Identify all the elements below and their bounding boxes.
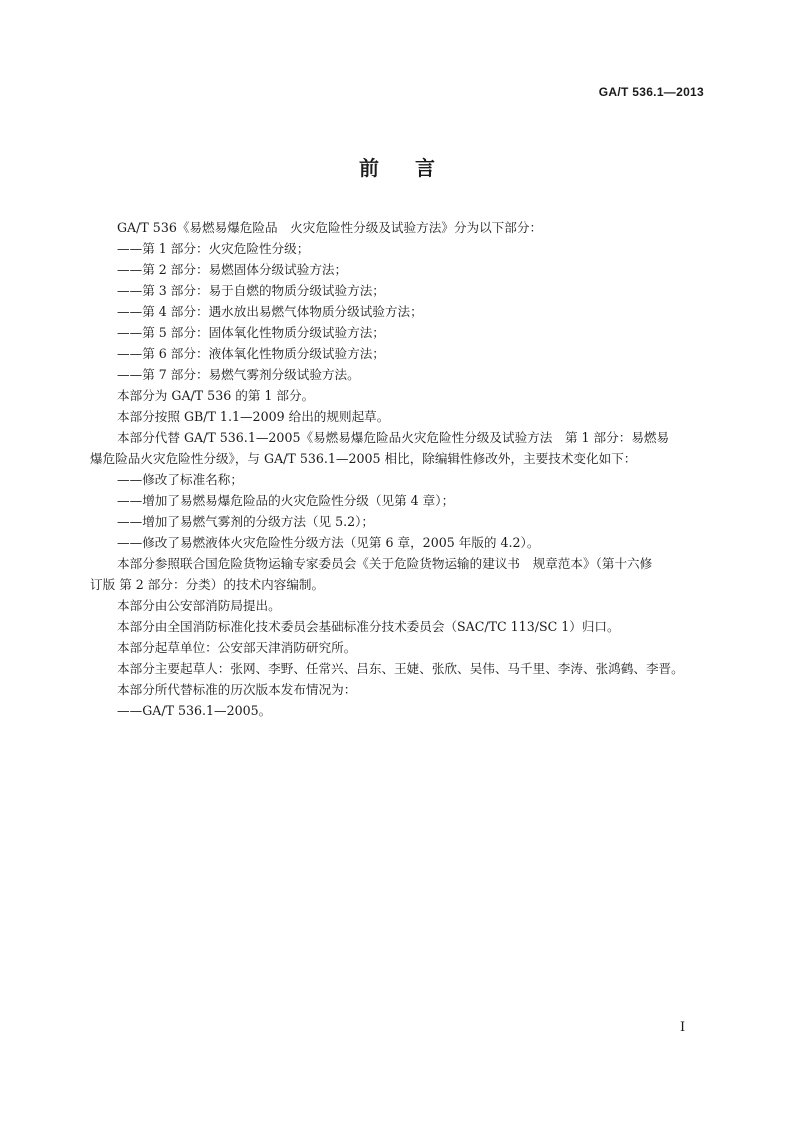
list-item-part-4: ——第 4 部分：遇水放出易燃气体物质分级试验方法； [117,304,423,319]
list-item-change-4: ——修改了易燃液体火灾危险性分级方法（见第 6 章，2005 年版的 4.2）。 [117,535,540,550]
history-statement: 本部分所代替标准的历次版本发布情况为： [117,682,357,697]
list-item-part-2: ——第 2 部分：易燃固体分级试验方法； [117,262,348,277]
list-item-part-1: ——第 1 部分：火灾危险性分级； [117,241,310,256]
list-item-change-1: ——修改了标准名称； [117,472,243,487]
drafting-rule-statement: 本部分按照 GB/T 1.1—2009 给出的规则起草。 [117,409,390,424]
replaces-paragraph-line-2: 爆危险品火灾危险性分级》，与 GA/T 536.1—2005 相比，除编辑性修改外，主要技术变化如下： [90,451,637,466]
centralized-by-statement: 本部分由全国消防标准化技术委员会基础标准分技术委员会（SAC/TC 113/SC 1）归口。 [117,619,620,634]
reference-paragraph-line-2: 订版 第 2 部分：分类）的技术内容编制。 [90,577,325,592]
proposed-by-statement: 本部分由公安部消防局提出。 [117,598,281,613]
list-item-history: ——GA/T 536.1—2005。 [117,703,272,718]
list-item-change-3: ——增加了易燃气雾剂的分级方法（见 5.2）； [117,514,375,529]
page-title: 前言 [359,156,471,180]
list-item-part-3: ——第 3 部分：易于自燃的物质分级试验方法； [117,283,385,298]
list-item-part-5: ——第 5 部分：固体氧化性物质分级试验方法； [117,325,385,340]
this-part-statement: 本部分为 GA/T 536 的第 1 部分。 [117,388,315,403]
list-item-change-2: ——增加了易燃易爆危险品的火灾危险性分级（见第 4 章）； [117,493,455,508]
list-item-part-7: ——第 7 部分：易燃气雾剂分级试验方法。 [117,367,360,382]
standard-code: GA/T 536.1—2013 [598,85,704,99]
reference-paragraph-line-1: 本部分参照联合国危险货物运输专家委员会《关于危险货物运输的建议书 规章范本》（第十六修 [117,556,653,571]
replaces-paragraph-line-1: 本部分代替 GA/T 536.1—2005《易燃易爆危险品火灾危险性分级及试验方法 第 1 部分：易燃易 [117,430,670,445]
list-item-part-6: ——第 6 部分：液体氧化性物质分级试验方法； [117,346,385,361]
drafting-unit-statement: 本部分起草单位：公安部天津消防研究所。 [117,640,357,655]
intro-paragraph: GA/T 536《易燃易爆危险品 火灾危险性分级及试验方法》分为以下部分： [117,220,543,235]
page-number: I [680,1020,686,1035]
drafters-statement: 本部分主要起草人：张网、李野、任常兴、吕东、王婕、张欣、吴伟、马千里、李涛、张鸿鹤、李晋。 [117,661,684,676]
